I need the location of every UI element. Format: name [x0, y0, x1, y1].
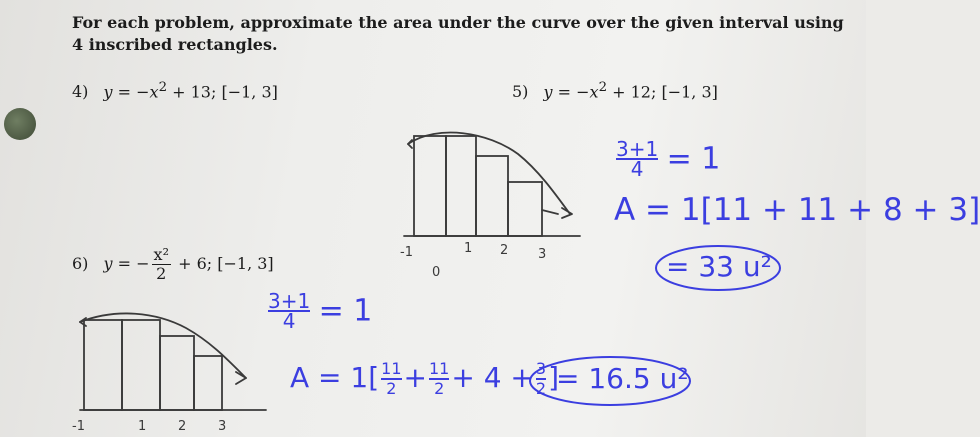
fraction-numerator: x² — [153, 245, 169, 264]
term-1-denominator: 2 — [386, 379, 397, 398]
tick-label: 3 — [538, 247, 547, 262]
fraction-denominator: 2 — [156, 264, 167, 283]
tick-label: 2 — [178, 419, 187, 434]
plus-sign: + — [403, 361, 427, 394]
problem-number: 4) — [72, 82, 89, 102]
width-result: = 1 — [318, 293, 373, 329]
work5-area-line: A = 1[11 + 11 + 8 + 3] — [614, 192, 980, 228]
equation-rest: + 13; — [167, 82, 217, 102]
fraction-numerator: 3+1 — [268, 289, 311, 313]
work6-answer: = 16.5 u² — [556, 362, 689, 395]
term-1-numerator: 11 — [381, 359, 402, 378]
fraction-numerator: 3+1 — [616, 137, 659, 161]
width-result: = 1 — [666, 141, 721, 177]
equation-lhs: y = −x — [543, 82, 599, 102]
exponent: 2 — [598, 80, 608, 95]
exponent: 2 — [158, 80, 168, 95]
fraction-denominator: 4 — [630, 157, 644, 181]
tick-label: 1 — [138, 419, 147, 434]
area-prefix: A = 1[ — [290, 361, 380, 394]
origin-label: 0 — [432, 265, 441, 280]
interval: [−1, 3] — [217, 254, 274, 273]
problem-number: 6) — [72, 254, 89, 273]
term-2-numerator: 11 — [428, 359, 450, 378]
interval: [−1, 3] — [661, 82, 718, 102]
equation-lhs: y = − — [103, 254, 150, 273]
work5-answer: = 33 u² — [666, 250, 772, 283]
tick-label: 1 — [464, 241, 473, 256]
close-bracket: ] — [548, 361, 560, 394]
term-2-denominator: 2 — [434, 379, 445, 398]
answer-circle-6 — [530, 357, 690, 405]
interval: [−1, 3] — [221, 82, 278, 102]
tick-label: -1 — [400, 245, 413, 260]
tick-label: 3 — [218, 419, 227, 434]
equation-rest: + 12; — [607, 82, 657, 102]
instructions: For each problem, approximate the area under the curve over the given interval using 4 inscribed rectangles. — [72, 13, 844, 54]
middle-terms: + 4 + — [451, 361, 534, 394]
equation-rest: + 6; — [172, 254, 213, 273]
term-4-denominator: 2 — [535, 379, 547, 398]
answer-circle-5 — [656, 246, 780, 290]
term-4-numerator: 3 — [535, 359, 547, 378]
problem-number: 5) — [512, 82, 529, 102]
equation-lhs: y = −x — [103, 82, 159, 102]
tick-label: -1 — [72, 419, 85, 434]
fraction-denominator: 4 — [282, 309, 296, 333]
tick-label: 2 — [500, 243, 509, 258]
